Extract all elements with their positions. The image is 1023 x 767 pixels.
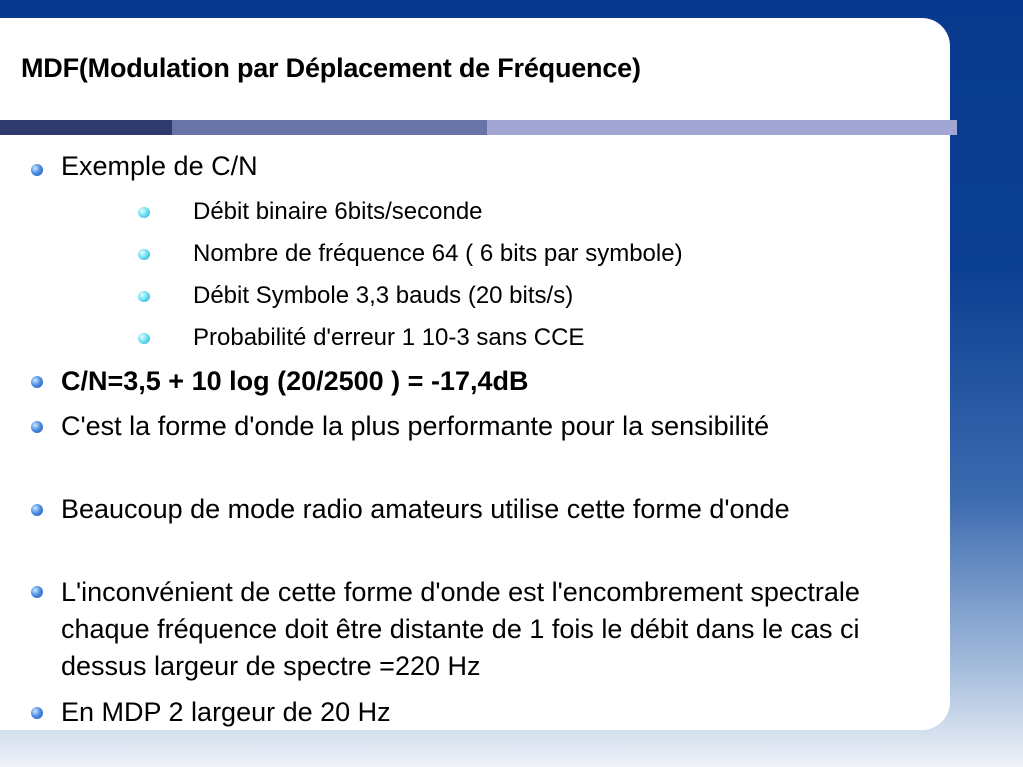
bullet-dot-icon bbox=[31, 504, 43, 516]
sub-bullet-text: Débit Symbole 3,3 bauds (20 bits/s) bbox=[193, 282, 574, 309]
bullet-dot-icon bbox=[31, 376, 43, 388]
slide-title: MDF(Modulation par Déplacement de Fréquence) bbox=[21, 53, 641, 83]
sub-bullet-dot-icon bbox=[138, 291, 150, 302]
bullet-text: Exemple de C/N bbox=[61, 151, 258, 181]
sub-bullet-dot-icon bbox=[138, 249, 150, 260]
title-divider-mid bbox=[172, 120, 487, 135]
sub-bullet-text: Nombre de fréquence 64 ( 6 bits par symbole) bbox=[193, 240, 683, 267]
bullet-dot-icon bbox=[31, 707, 43, 719]
bullet-dot-icon bbox=[31, 421, 43, 433]
bullet-text: Beaucoup de mode radio amateurs utilise cette forme d'onde bbox=[61, 494, 790, 524]
bullet-text: L'inconvénient de cette forme d'onde est l'encombrement spectrale chaque fréquence doit être distante de 1 fois le débit dans le cas ci dessus largeur de spectre =220 Hz bbox=[61, 577, 860, 681]
sub-bullet-text: Probabilité d'erreur 1 10-3 sans CCE bbox=[193, 324, 585, 351]
sub-bullet-text: Débit binaire 6bits/seconde bbox=[193, 198, 483, 225]
bullet-text-formula: C/N=3,5 + 10 log (20/2500 ) = -17,4dB bbox=[61, 366, 529, 396]
title-divider-dark bbox=[0, 120, 172, 135]
title-divider-light bbox=[487, 120, 957, 135]
bullet-dot-icon bbox=[31, 164, 43, 176]
bullet-dot-icon bbox=[31, 586, 43, 598]
sub-bullet-dot-icon bbox=[138, 333, 150, 344]
bullet-text: En MDP 2 largeur de 20 Hz bbox=[61, 697, 391, 727]
bullet-text: C'est la forme d'onde la plus performante pour la sensibilité bbox=[61, 411, 770, 441]
sub-bullet-dot-icon bbox=[138, 207, 150, 218]
